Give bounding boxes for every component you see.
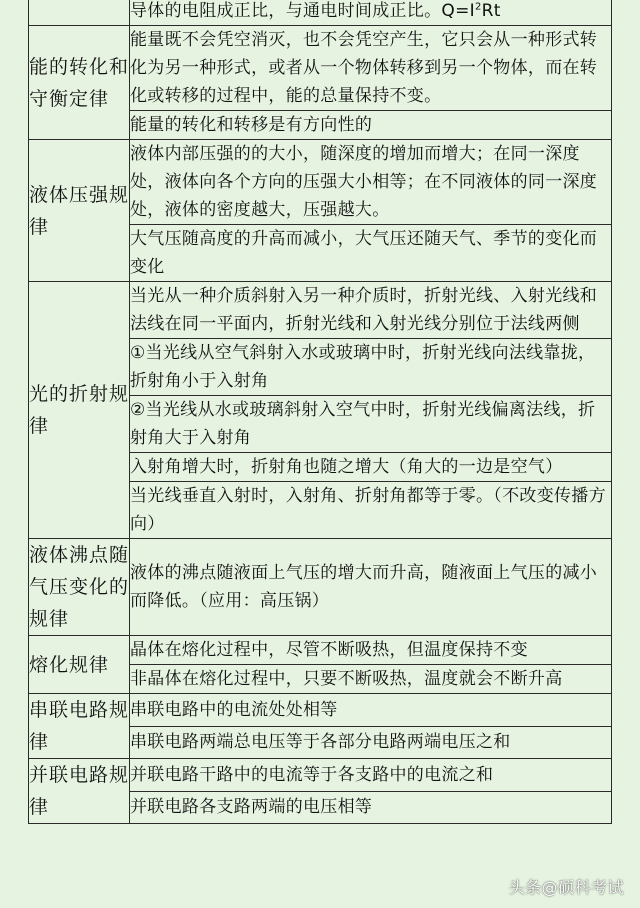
law-name-cell: 并联电路规律 xyxy=(29,759,130,824)
law-content-cell: 并联电路各支路两端的电压相等 xyxy=(130,791,612,824)
law-content-cell: 并联电路干路中的电流等于各支路中的电流之和 xyxy=(130,759,612,792)
physics-laws-table xyxy=(28,0,612,824)
table-row xyxy=(29,759,612,792)
law-name-cell: 液体沸点随气压变化的规律 xyxy=(29,539,130,636)
formula-tail: Rt xyxy=(481,1,501,21)
watermark: 头条@硕科考试 xyxy=(508,878,624,897)
law-name-cell: 能的转化和守衡定律 xyxy=(29,26,130,140)
law-content-cell: 晶体在熔化过程中，尽管不断吸热，但温度保持不变 xyxy=(130,636,612,665)
table-row xyxy=(29,539,612,636)
law-content-cell: 大气压随高度的升高而减小，大气压还随天气、季节的变化而变化 xyxy=(130,225,612,282)
law-content-cell: 串联电路两端总电压等于各部分电路两端电压之和 xyxy=(130,726,612,759)
law-content-cell: 能量既不会凭空消灭，也不会凭空产生，它只会从一种形式转化为另一种形式，或者从一个物体转移到另一个物体，而在转化或转移的过程中，能的总量保持不变。 xyxy=(130,26,612,111)
table-row xyxy=(29,636,612,665)
law-content-cell: 当光从一种介质斜射入另一种介质时，折射光线、入射光线和法线在同一平面内，折射光线和入射光线分别位于法线两侧 xyxy=(130,282,612,339)
law-name-cell: 熔化规律 xyxy=(29,636,130,694)
law-name-cell: 串联电路规律 xyxy=(29,694,130,759)
law-content-cell: 入射角增大时，折射角也随之增大（角大的一边是空气） xyxy=(130,453,612,482)
law-content-cell: ①当光线从空气斜射入水或玻璃中时，折射光线向法线靠拢，折射角小于入射角 xyxy=(130,339,612,396)
law-content-cell: 串联电路中的电流处处相等 xyxy=(130,694,612,727)
law-content-cell: 非晶体在熔化过程中，只要不断吸热，温度就会不断升高 xyxy=(130,665,612,694)
joule-law-text: 导体的电阻成正比，与通电时间成正比。Q=I xyxy=(130,1,475,21)
table-row xyxy=(29,282,612,339)
law-content-cell xyxy=(130,0,612,26)
table-row xyxy=(29,140,612,225)
law-content-cell: 能量的转化和转移是有方向性的 xyxy=(130,111,612,140)
table-row xyxy=(29,0,612,26)
law-name-cell: 光的折射规律 xyxy=(29,282,130,539)
table-row xyxy=(29,694,612,727)
law-name-cell xyxy=(29,0,130,26)
law-content-cell: 当光线垂直入射时，入射角、折射角都等于零。（不改变传播方向） xyxy=(130,482,612,539)
law-content-cell: 液体内部压强的的大小，随深度的增加而增大；在同一深度处，液体向各个方向的压强大小相等；在不同液体的同一深度处，液体的密度越大，压强越大。 xyxy=(130,140,612,225)
formula-exponent: 2 xyxy=(474,1,482,13)
law-content-cell: ②当光线从水或玻璃斜射入空气中时，折射光线偏离法线，折射角大于入射角 xyxy=(130,396,612,453)
law-content-cell: 液体的沸点随液面上气压的增大而升高，随液面上气压的减小而降低。（应用：高压锅） xyxy=(130,539,612,636)
table-row xyxy=(29,26,612,111)
law-name-cell: 液体压强规律 xyxy=(29,140,130,282)
